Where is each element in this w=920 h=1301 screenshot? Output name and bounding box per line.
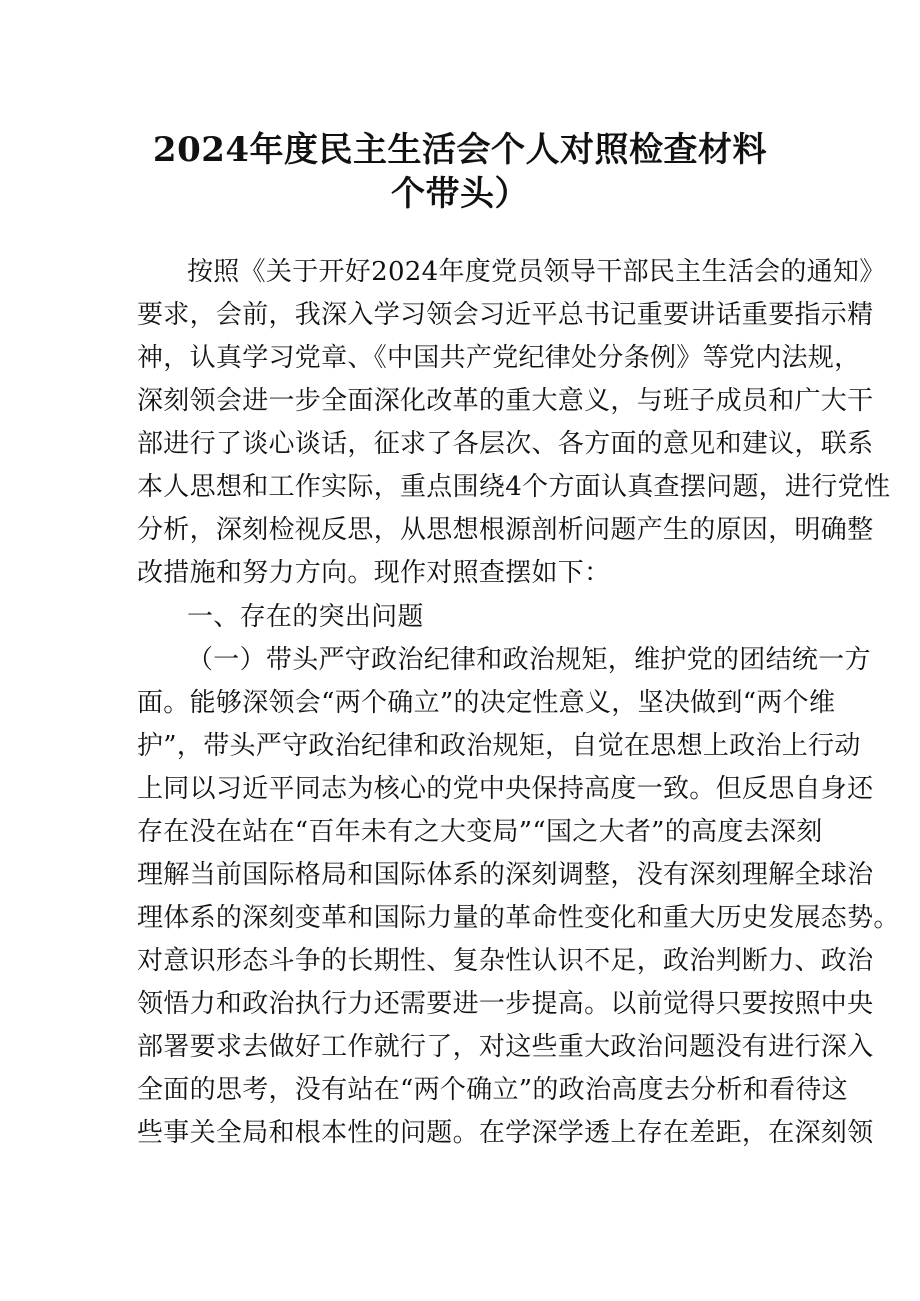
body-line-19: 部署要求去做好工作就行了，对这些重大政治问题没有进行深入 <box>137 1032 874 1062</box>
body-line-21: 些事关全局和根本性的问题。在学深学透上存在差距，在深刻领 <box>137 1118 874 1148</box>
body-line-18: 领悟力和政治执行力还需要进一步提高。以前觉得只要按照中央 <box>137 989 874 1019</box>
body-line-13: 上同以习近平同志为核心的党中央保持高度一致。但反思自身还 <box>137 774 874 804</box>
body-line-12: 护”，带头严守政治纪律和政治规矩，自觉在思想上政治上行动 <box>137 731 861 761</box>
body-line-11: 面。能够深领会“两个确立”的决定性意义，坚决做到“两个维 <box>137 688 836 718</box>
body-line-16: 理体系的深刻变革和国际力量的革命性变化和重大历史发展态势。 <box>137 903 900 933</box>
body-line-8: 改措施和努力方向。现作对照查摆如下： <box>137 558 611 588</box>
subsection-line-1: （一）带头严守政治纪律和政治规矩，维护党的团结统一方 <box>187 645 871 675</box>
body-line-20: 全面的思考，没有站在“两个确立”的政治高度去分析和看待这 <box>137 1075 848 1105</box>
body-line-5: 部进行了谈心谈话，征求了各层次、各方面的意见和建议，联系 <box>137 429 874 459</box>
document-title-line-1: 2024年度民主生活会个人对照检查材料 <box>152 130 768 170</box>
body-line-2: 要求，会前，我深入学习领会习近平总书记重要讲话重要指示精 <box>137 300 874 330</box>
body-line-1: 按照《关于开好2024年度党员领导干部民主生活会的通知》 <box>187 257 886 287</box>
body-line-7: 分析，深刻检视反思，从思想根源剖析问题产生的原因，明确整 <box>137 515 874 545</box>
document-title-line-2: 个带头） <box>391 174 529 214</box>
body-line-14: 存在没在站在“百年未有之大变局”“国之大者”的高度去深刻 <box>137 817 823 847</box>
section-heading: 一、存在的突出问题 <box>187 602 424 632</box>
body-line-15: 理解当前国际格局和国际体系的深刻调整，没有深刻理解全球治 <box>137 860 874 890</box>
body-line-17: 对意识形态斗争的长期性、复杂性认识不足，政治判断力、政治 <box>137 946 874 976</box>
body-line-3: 神，认真学习党章、《中国共产党纪律处分条例》等党内法规， <box>137 343 861 373</box>
body-line-6: 本人思想和工作实际，重点围绕4个方面认真查摆问题，进行党性 <box>137 472 891 502</box>
body-line-4: 深刻领会进一步全面深化改革的重大意义，与班子成员和广大干 <box>137 386 874 416</box>
